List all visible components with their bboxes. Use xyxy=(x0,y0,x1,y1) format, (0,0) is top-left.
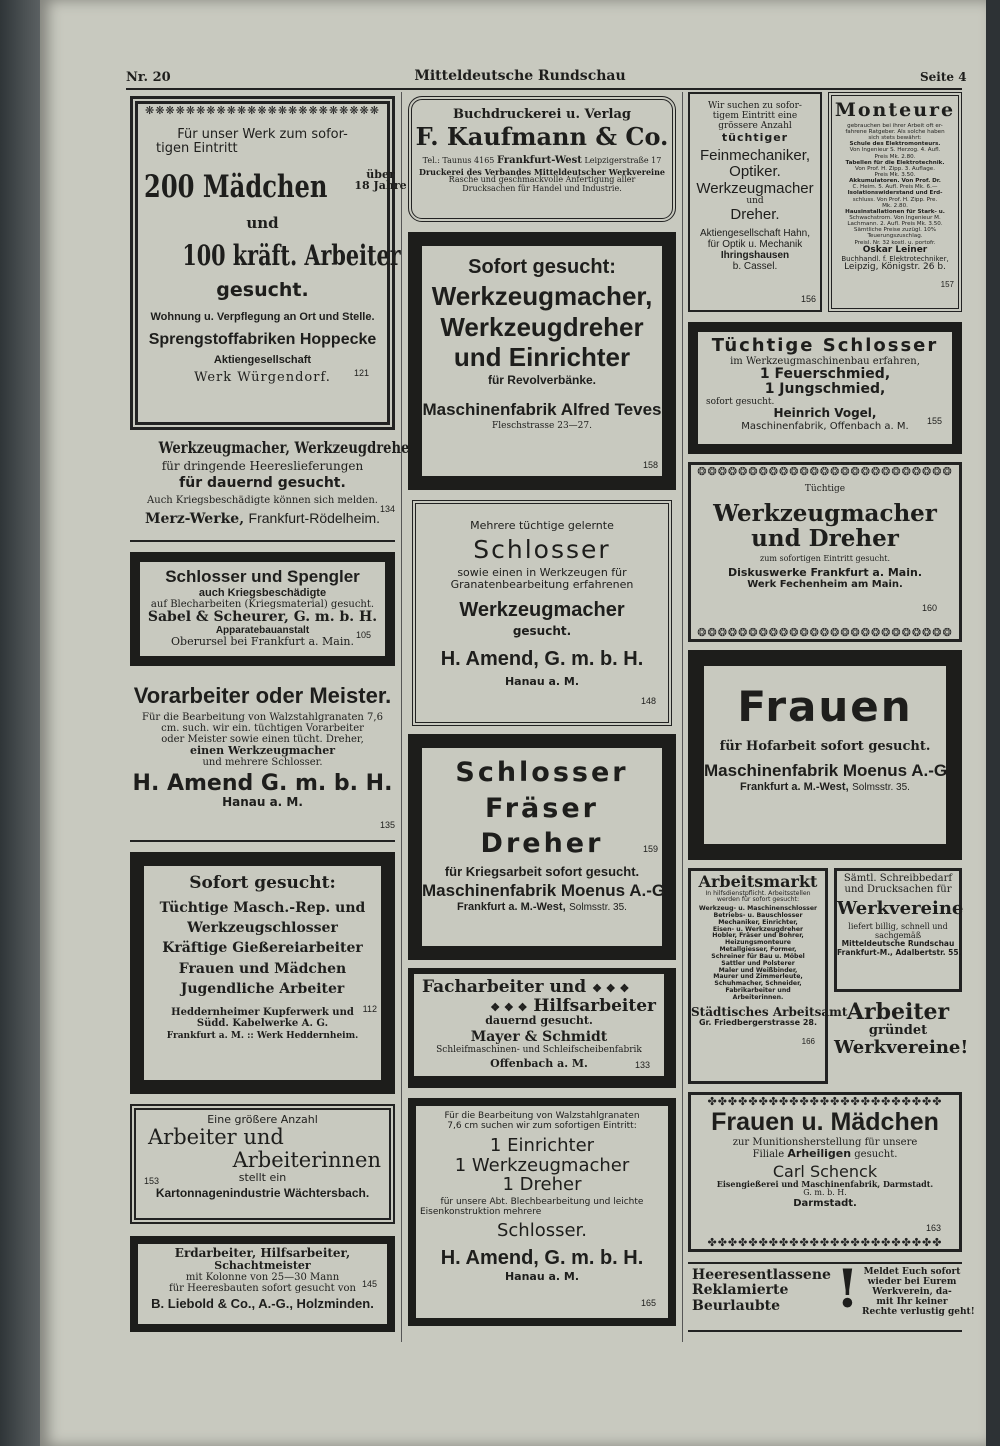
ad-headline: Optiker. xyxy=(729,163,781,181)
ad-company: Carl Schenck xyxy=(772,1161,878,1181)
ad-heddernheimer-kupferwerk xyxy=(130,852,395,1094)
ad-text: Wir suchen zu sofor- xyxy=(708,101,802,111)
ad-company: Aktiengesellschaft Hahn, xyxy=(699,227,811,239)
border-ornament: ❂❂❂❂❂❂❂❂❂❂❂❂❂❂❂❂❂❂❂❂❂❂❂❂❂ xyxy=(697,626,953,639)
ad-headline: Dreher xyxy=(480,828,604,860)
ad-headline: 1 Jungschmied, xyxy=(764,381,886,398)
ad-amend-vorarbeiter xyxy=(130,684,395,842)
ad-headline: Dreher. xyxy=(730,206,780,224)
ad-headline: Beurlaubte xyxy=(692,1297,781,1314)
ad-text: Tüchtige xyxy=(804,484,846,494)
ad-number: 105 xyxy=(355,630,371,640)
ad-headline: 1 Dreher xyxy=(502,1174,582,1196)
ad-moenus-frauen xyxy=(688,650,962,860)
ad-text: mit Kolonne von 25—30 Mann xyxy=(185,1272,340,1284)
ad-text: Frankfurt-Rödelheim. xyxy=(248,509,381,526)
page-edge xyxy=(986,0,1000,1446)
ad-heinrich-vogel xyxy=(688,322,962,454)
ad-text: Werkverein, da- xyxy=(872,1286,952,1297)
ad-text: Jugendliche Arbeiter xyxy=(180,981,345,998)
ad-text: Mechaniker, Einrichter, xyxy=(718,918,798,926)
ad-headline: Werkzeugdreher xyxy=(440,311,644,342)
ad-text: Frankfurt-M., Adalbertstr. 55. xyxy=(837,947,962,957)
ad-text: Für die Bearbeitung von Walzstahlgranaten 7,6 xyxy=(142,712,383,724)
ad-text: Leipzigerstraße 17 xyxy=(584,155,662,165)
ad-company: Merz-Werke, xyxy=(144,510,245,527)
ad-merz-werke xyxy=(130,438,420,542)
ad-text: Hobler, Fräser und Bohrer, xyxy=(712,932,804,940)
ad-text: Buchdruckerei u. Verlag xyxy=(453,107,631,122)
ad-text: Offenbach a. M. xyxy=(490,1056,588,1070)
ad-text: für Revolverbänke. xyxy=(487,372,597,387)
ad-text: Mk. 2.80. xyxy=(882,202,908,209)
ad-number: 133 xyxy=(634,1060,650,1070)
ad-text: Fleschstrasse 23—27. xyxy=(492,420,592,431)
ad-text: Preis Mk. 3.50. xyxy=(874,172,916,179)
column-rule xyxy=(401,92,402,1342)
ad-headline: 1 Werkzeugmacher xyxy=(454,1154,630,1176)
ad-text: für dringende Heereslieferungen xyxy=(161,459,364,473)
ad-text: 7,6 cm suchen wir zum sofortigen Eintritt: xyxy=(447,1120,637,1131)
ad-text: gründet xyxy=(868,1023,928,1039)
ad-text: Wohnung u. Verpflegung an Ort und Stelle. xyxy=(150,310,375,323)
ad-text: Schreiner für Bau u. Möbel xyxy=(711,952,805,960)
ad-text: Metallgiesser, Former, xyxy=(719,946,797,954)
ad-text: zur Munitionsherstellung für unsere xyxy=(732,1136,918,1148)
ad-text: Schuhmacher, Schneider, xyxy=(714,980,802,988)
ad-text: auch Kriegsbeschädigte xyxy=(198,586,327,599)
ad-text: Hausinstallationen für Stark- u. xyxy=(845,208,945,215)
ad-text: einen Werkzeugmacher xyxy=(189,744,336,758)
ad-text: gesucht. xyxy=(512,623,572,638)
page-label: Seite 4 xyxy=(920,70,967,84)
ad-text: Apparatebauanstalt xyxy=(215,625,310,637)
ad-headline: Fräser xyxy=(485,792,599,824)
ad-text: Tel.: Taunus 4165 xyxy=(422,155,495,165)
ad-text: Ihringshausen xyxy=(720,249,790,261)
ad-number: 148 xyxy=(640,696,656,706)
ad-company: B. Liebold & Co., A.-G., Holzminden. xyxy=(151,1296,374,1312)
ad-text: und xyxy=(746,196,764,207)
ad-text: Hanau a. M. xyxy=(504,674,580,688)
ad-headline: Schlosser. xyxy=(496,1219,588,1241)
ad-text: Lachmann. 2. Aufl. Preis Mk. 3.50. xyxy=(847,221,943,228)
ad-headline: Sofort gesucht: xyxy=(189,873,336,893)
ad-alfred-teves xyxy=(408,232,676,490)
ad-headline: Frauen u. Mädchen xyxy=(711,1108,939,1136)
ad-number: 153 xyxy=(144,1176,160,1186)
ad-text: Rechte verlustig geht! xyxy=(862,1306,975,1317)
ad-headline: Frauen xyxy=(737,682,913,731)
ad-text: mit Ihr keiner xyxy=(876,1296,948,1307)
ad-kartonnagenindustrie xyxy=(130,1104,395,1224)
ad-company: Kartonnagenindustrie Wächtersbach. xyxy=(155,1186,370,1201)
ad-headline: Monteure xyxy=(834,99,956,121)
ad-headline: Vorarbeiter oder Meister. xyxy=(133,683,392,708)
ad-text: Auch Kriegsbeschädigte können sich melden. xyxy=(147,494,378,506)
ad-text: Darmstadt. xyxy=(793,1197,857,1209)
ad-text: Werkzeug- u. Maschinenschlosser xyxy=(698,905,818,913)
ad-text: Heizungsmonteure xyxy=(725,939,791,947)
ad-text: Von Ingenieur S. Herzog. 4. Aufl. xyxy=(849,147,941,154)
ad-text: Buchhandl. f. Elektrotechniker, xyxy=(841,254,949,263)
ad-mitteldeutsche-rundschau xyxy=(834,868,962,992)
ad-text: und xyxy=(246,213,279,232)
ad-text: Rasche und geschmackvolle Anfertigung aller xyxy=(448,175,636,185)
ad-text: Maschinenfabrik, Offenbach a. M. xyxy=(741,420,909,432)
ad-amend-schlosser xyxy=(412,500,672,726)
ad-text: Preis Mk. 2.80. xyxy=(874,153,916,160)
ad-moenus-schlosser xyxy=(408,734,676,960)
ad-text: Drucksachen für Handel und Industrie. xyxy=(462,184,622,194)
ad-text: tigem Eintritt eine xyxy=(712,110,798,121)
ad-text: Schule des Elektromonteurs. xyxy=(849,141,941,148)
ad-number: 157 xyxy=(940,280,954,289)
ad-headline: 100 kräft. Arbeiter xyxy=(182,239,401,273)
ad-text: stellt ein xyxy=(238,1171,287,1185)
ad-carl-schenck xyxy=(688,1092,962,1252)
ad-company: Frankfurt a. M. :: Werk Heddernheim. xyxy=(166,1030,359,1041)
ad-text: werden für sofort gesucht: xyxy=(716,896,800,904)
ad-headline: Schlosser xyxy=(455,757,629,788)
ad-headline: und Einrichter xyxy=(453,342,631,373)
ad-text: sofort gesucht. xyxy=(706,396,775,407)
ad-text: für unsere Abt. Blechbearbeitung und leichte xyxy=(440,1197,644,1208)
ad-headline: Facharbeiter und ❖ ❖ ❖ xyxy=(422,977,630,997)
ad-text: auf Blecharbeiten (Kriegsmaterial) gesucht. xyxy=(150,598,375,610)
ad-text: Sattler und Polsterer xyxy=(721,959,795,967)
ad-headline: Arbeiterinnen xyxy=(232,1148,381,1173)
ad-text: tigen Eintritt xyxy=(156,141,238,157)
ad-company: Mayer & Schmidt xyxy=(470,1029,608,1046)
ad-text: Werkzeugschlosser xyxy=(187,920,338,937)
ad-number: 134 xyxy=(379,504,395,514)
ad-text: Preisl. Nr. 32 kostl. u. portofr. xyxy=(854,239,936,246)
ad-text: fahrene Ratgeber. Als solche haben xyxy=(845,129,945,136)
ad-headline: und Dreher xyxy=(751,525,899,553)
ad-text: Frankfurt a. M.-West, xyxy=(457,901,566,914)
ad-text: Leipzig, Königstr. 26 b. xyxy=(844,262,946,273)
ad-company: Maschinenfabrik Moenus A.-G. xyxy=(704,761,952,781)
ad-sabel-scheurer xyxy=(130,552,395,666)
ad-headline: Tüchtige Schlosser xyxy=(711,335,939,356)
ad-text: Eisengießerei und Maschinenfabrik, Darmstadt. xyxy=(716,1179,934,1190)
ad-text: grössere Anzahl xyxy=(718,120,792,131)
ad-company: Oskar Leiner xyxy=(862,244,928,255)
ad-text: Eine größere Anzahl xyxy=(207,1113,318,1126)
ad-company: Heinrich Vogel, xyxy=(773,406,877,421)
ad-text: Filiale xyxy=(752,1148,785,1160)
ad-text: Fabrikarbeiter und xyxy=(725,986,791,994)
ad-number: 155 xyxy=(926,416,942,426)
ad-text: sowie einen in Werkzeugen für xyxy=(457,565,627,579)
ad-text: für Optik u. Mechanik xyxy=(707,238,803,250)
ad-sprengstoffabriken xyxy=(130,96,407,430)
border-ornament: ✤✤✤✤✤✤✤✤✤✤✤✤✤✤✤✤✤✤✤✤✤✤✤ xyxy=(707,1095,943,1108)
diamond-ornament: ❖ ❖ ❖ xyxy=(592,982,630,995)
ad-text: Arbeiterinnen. xyxy=(732,993,784,1001)
ad-number: 160 xyxy=(921,603,937,613)
ad-text: Akkumulatoren. Von Prof. Dr. xyxy=(849,178,941,185)
ad-text: G. m. b. H. xyxy=(803,1187,847,1197)
ad-headline: Feinmechaniker, xyxy=(699,146,811,164)
ad-company: H. Amend, G. m. b. H. xyxy=(440,647,644,670)
ad-headline: Schlosser und Spengler xyxy=(165,567,360,586)
ad-gruendet-werkvereine xyxy=(834,998,969,1084)
ad-text: Solmsstr. 35. xyxy=(569,902,627,914)
ad-text: C. Heim. 5. Aufl. Preis Mk. 6.— xyxy=(852,184,938,191)
border-ornament: ✤✤✤✤✤✤✤✤✤✤✤✤✤✤✤✤✤✤✤✤✤✤✤ xyxy=(707,1236,943,1249)
ad-kaufmann-druckerei xyxy=(408,96,676,222)
ad-text: Kräftige Gießereiarbeiter xyxy=(162,940,363,957)
ad-text: für Kriegsarbeit sofort gesucht. xyxy=(444,864,640,880)
ad-headline: Werkvereine xyxy=(837,898,964,919)
ad-headline: Werkvereine! xyxy=(834,1037,969,1059)
ad-text: zum sofortigen Eintritt gesucht. xyxy=(760,554,890,564)
ad-text: tüchtiger xyxy=(721,130,789,144)
ad-text: Tabellen für die Elektrotechnik. xyxy=(845,159,945,166)
ad-headline: 1 Einrichter xyxy=(489,1134,595,1156)
ad-text: sachgemäß xyxy=(874,930,922,940)
ad-text: Eisenkonstruktion mehrere xyxy=(420,1207,542,1218)
ad-text: schluss. Von Prof. H. Zipp. Pre. xyxy=(852,196,938,203)
ad-text: Frauen und Mädchen xyxy=(178,960,347,977)
ad-hahn-optik xyxy=(688,92,822,312)
book-spine xyxy=(0,0,40,1446)
ad-text: liefert billig, schnell und xyxy=(848,921,948,931)
ad-company: Sabel & Scheurer, G. m. b. H. xyxy=(147,608,378,625)
ad-text: Heddernheimer Kupferwerk und xyxy=(171,1006,354,1018)
ad-text: Werk Fechenheim am Main. xyxy=(747,579,903,591)
ad-text: Maurer und Zimmerleute, xyxy=(713,973,803,981)
ad-company: Städtisches Arbeitsamt xyxy=(691,1004,848,1019)
border-ornament: ❋❋❋❋❋❋❋❋❋❋❋❋❋❋❋❋❋❋❋❋❋❋❋ xyxy=(145,104,380,117)
ad-text: In hilfsdienstpflicht. Arbeitsstellen xyxy=(705,889,811,897)
ad-text: Betriebs- u. Bauschlosser xyxy=(713,912,803,920)
ad-number: 163 xyxy=(925,1223,941,1233)
ad-diskuswerke xyxy=(688,462,962,642)
ad-text: für dauernd gesucht. xyxy=(179,475,346,492)
ad-number: 158 xyxy=(642,460,658,470)
ad-company: H. Amend, G. m. b. H. xyxy=(440,1246,644,1269)
ad-text: für Heeresbauten sofort gesucht von xyxy=(169,1283,356,1295)
ad-headline: Werkzeugmacher xyxy=(696,179,814,197)
ad-headline: Arbeiter und xyxy=(148,1125,284,1150)
ad-text: und Drucksachen für xyxy=(844,884,952,895)
ad-text: über xyxy=(366,167,395,181)
ad-text: Für unser Werk zum sofor- xyxy=(177,127,348,142)
ad-text: 18 Jahre xyxy=(354,178,407,192)
ad-text: wieder bei Eurem xyxy=(867,1276,957,1287)
newspaper-page xyxy=(40,0,986,1446)
ad-company: Sprengstoffabriken Hoppecke xyxy=(148,330,377,348)
ad-text: Tüchtige Masch.-Rep. und xyxy=(159,899,366,916)
ad-text: Teuerungszuschlag. xyxy=(867,233,923,240)
ad-text: Mehrere tüchtige gelernte xyxy=(470,519,614,532)
ad-text: Maler und Weißbinder, xyxy=(718,966,798,974)
ad-text: Sämtl. Schreibbedarf xyxy=(843,873,953,884)
ad-text: Oberursel bei Frankfurt a. Main. xyxy=(171,635,354,649)
ad-number: 135 xyxy=(379,820,395,830)
ad-text: Druckerei des Verbandes Mitteldeutscher Werkvereine xyxy=(419,166,665,177)
column-rule xyxy=(682,92,683,1342)
ad-headline: Heeresentlassene xyxy=(692,1267,831,1283)
ad-headline: Werkzeugmacher xyxy=(713,499,937,527)
ad-text: Werk Würgendorf. xyxy=(194,369,331,385)
ad-text: Eisen- u. Werkzeugdreher xyxy=(712,925,804,933)
ad-company: H. Amend G. m. b. H. xyxy=(132,771,393,797)
ad-headline: Sofort gesucht: xyxy=(468,256,616,278)
ad-headline: Arbeitsmarkt xyxy=(698,872,818,891)
ad-liebold xyxy=(130,1236,395,1332)
ad-number: 159 xyxy=(642,844,658,854)
ad-headline: 1 Feuerschmied, xyxy=(759,365,891,382)
ad-number: 166 xyxy=(801,1037,815,1046)
ad-text: Hanau a. M. xyxy=(504,1269,580,1283)
ad-text: für Hofarbeit sofort gesucht. xyxy=(719,739,931,755)
ad-text: gesucht. xyxy=(216,278,309,301)
ad-number: 145 xyxy=(361,1279,377,1289)
ad-text: Hanau a. M. xyxy=(222,795,303,810)
ad-text: Gr. Friedbergerstrasse 28. xyxy=(698,1017,818,1027)
ad-text: b. Cassel. xyxy=(732,260,778,272)
ad-company: Mitteldeutsche Rundschau xyxy=(841,939,955,949)
ad-headline: Werkzeugmacher, xyxy=(431,281,653,311)
ad-text: gebrauchen bei ihrer Arbeit oft er- xyxy=(847,122,943,129)
ad-number: 121 xyxy=(353,368,369,378)
ad-headline: ❖ ❖ ❖ Hilfsarbeiter xyxy=(490,995,656,1016)
ad-text: Schwachstrom. Von Ingenieur M. xyxy=(849,215,941,221)
ad-headline: Werkzeugmacher xyxy=(459,598,625,621)
ad-text: sich stets bewährt: xyxy=(868,135,922,142)
ad-text: Frankfurt-West xyxy=(496,154,582,166)
ad-text: Schachtmeister xyxy=(214,1259,311,1273)
ad-company: Maschinenfabrik Alfred Teves xyxy=(422,399,662,419)
ad-text: cm. such. wir ein. tüchtigen Vorarbeiter xyxy=(161,723,364,735)
ad-headline: Arbeiter xyxy=(846,999,950,1025)
ad-number: 112 xyxy=(362,1004,377,1014)
diamond-ornament: ❖ ❖ ❖ xyxy=(490,1000,528,1014)
ad-headline: Erdarbeiter, Hilfsarbeiter, xyxy=(174,1246,351,1260)
ad-text: Granatenbearbeitung erfahrenen xyxy=(450,577,634,591)
ad-text: Frankfurt a. M.-West, xyxy=(740,781,849,794)
ad-company: Diskuswerke Frankfurt a. Main. xyxy=(727,566,922,580)
ad-text: oder Meister sowie einen tücht. Dreher, xyxy=(161,734,364,746)
ad-oskar-leiner xyxy=(828,92,962,312)
ad-text: Von Prof. H. Zipp. 3. Auflage. xyxy=(854,165,936,172)
header-rule xyxy=(126,88,962,90)
ad-text: Für die Bearbeitung von Walzstahlgranaten xyxy=(444,1111,640,1121)
ad-text: Arheiligen xyxy=(787,1146,852,1160)
ad-text: Sämtliche Preise zuzügl. 10% xyxy=(853,227,937,234)
ad-headline: Schlosser xyxy=(473,535,611,565)
ad-number: 156 xyxy=(800,294,816,304)
ad-text: Isolationswiderstand und Erd- xyxy=(847,190,943,197)
exclamation-mark: ! xyxy=(836,1259,859,1320)
ad-text: Aktiengesellschaft xyxy=(213,354,312,367)
ad-headline: Werkzeugmacher, Werkzeugdreher, xyxy=(158,438,420,457)
border-ornament: ❂❂❂❂❂❂❂❂❂❂❂❂❂❂❂❂❂❂❂❂❂❂❂❂❂ xyxy=(697,465,953,478)
ad-text: dauernd gesucht. xyxy=(485,1014,593,1028)
ad-text: und mehrere Schlosser. xyxy=(202,757,323,769)
ad-text: Meldet Euch sofort xyxy=(863,1267,961,1277)
ad-company: Maschinenfabrik Moenus A.-G. xyxy=(422,881,670,901)
ad-headline: Reklamierte xyxy=(692,1282,789,1299)
ad-headline: 200 Mädchen xyxy=(144,168,328,205)
ad-text: Solmsstr. 35. xyxy=(852,782,910,794)
ad-text: gesucht. xyxy=(854,1148,898,1160)
ad-meldet-euch xyxy=(688,1259,975,1332)
ad-text: Südd. Kabelwerke A. G. xyxy=(196,1017,329,1029)
page-number: Nr. 20 xyxy=(126,70,171,85)
masthead: Mitteldeutsche Rundschau xyxy=(414,68,626,84)
ad-staedtisches-arbeitsamt xyxy=(688,868,848,1084)
ad-amend-einrichter xyxy=(408,1098,676,1326)
ad-text: im Werkzeugmaschinenbau erfahren, xyxy=(730,355,920,367)
ad-text: Schleifmaschinen- und Schleifscheibenfabrik xyxy=(436,1044,642,1055)
ad-headline: F. Kaufmann & Co. xyxy=(415,122,669,152)
ad-number: 165 xyxy=(640,1298,656,1308)
ad-mayer-schmidt xyxy=(408,968,676,1088)
